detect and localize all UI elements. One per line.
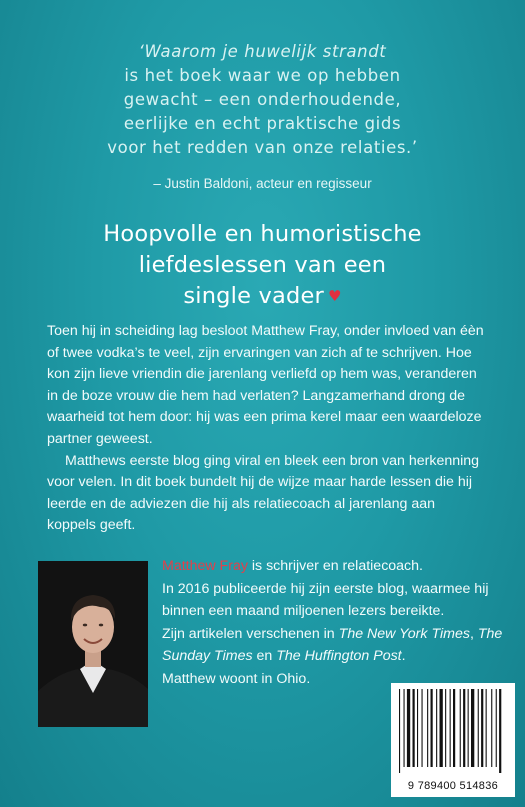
quote-book-title: ‘Waarom je huwelijk strandt — [138, 42, 387, 61]
blurb-paragraph: Matthews eerste blog ging viral en bleek een bron van herkenning voor velen. In dit boek bundelt hij de wijze maar harde lessen die hij leerde en de adviezen die hij als relatiecoach al jarenlang aan koppels geeft. — [47, 452, 480, 534]
barcode-bar — [486, 689, 487, 767]
barcode-bar — [427, 689, 428, 767]
headline — [40, 219, 485, 312]
barcode-bar — [468, 689, 469, 767]
barcode-bar — [471, 689, 474, 767]
barcode-bar — [481, 689, 483, 767]
bio-text: . — [401, 648, 406, 664]
headline-line: Hoopvolle en humoristische — [103, 221, 422, 247]
quote-line: gewacht – een onderhoudende, — [123, 90, 402, 109]
author-bio — [162, 555, 507, 690]
bio-text: , — [469, 625, 478, 642]
heart-icon: ♥ — [328, 287, 342, 305]
barcode-bar — [413, 689, 415, 767]
isbn-barcode — [391, 683, 515, 797]
author-portrait-image — [38, 561, 148, 727]
barcode-bar — [499, 689, 501, 773]
barcode-bar — [453, 689, 455, 767]
barcode-bar — [440, 689, 443, 767]
quote-line: eerlijke en echt praktische gids — [123, 114, 402, 133]
barcode-bar — [399, 689, 400, 773]
publication-name: The Sunday Times — [162, 625, 503, 664]
publication-name: The Huffington Post — [276, 648, 402, 664]
barcode-bar — [463, 689, 465, 767]
barcode-bars — [391, 683, 515, 779]
headline-text: single vader — [183, 283, 324, 309]
bio-line: In 2016 publiceerde hij zijn eerste blog, waarmee hij binnen een maand miljoenen lezers bereikte. — [162, 580, 489, 619]
barcode-bar — [496, 689, 497, 767]
barcode-bar — [478, 689, 479, 767]
quote-attribution: – Justin Baldoni, acteur en regisseur — [153, 176, 372, 191]
bio-line — [162, 623, 507, 668]
isbn-number: 9 789400 514836 — [407, 780, 499, 792]
bio-text: en — [252, 648, 277, 664]
bio-line — [162, 555, 507, 578]
quote-line: voor het redden van onze relaties.’ — [107, 138, 418, 157]
barcode-bar — [445, 689, 446, 767]
headline-line: liefdeslessen van een — [138, 252, 387, 278]
blurb-paragraph: Toen hij in scheiding lag besloot Matthew Fray, onder invloed van éèn of twee vodka’s te veel, zijn ervaringen van zich af te schrijven. Hoe kon zijn lieve vriendin die jarenlang verliefd op hem was, veranderen in de boze vrouw die hem had verlaten? Langzamerhand drong de waarheid tot hem door: hij was een prima kerel maar een waardeloze partner geweest. — [47, 323, 484, 447]
bio-text: Zijn artikelen verschenen in — [162, 625, 339, 642]
barcode-bar — [404, 689, 405, 767]
barcode-bar — [460, 689, 461, 767]
barcode-bar — [407, 689, 410, 767]
blurb — [47, 321, 487, 537]
publication-name: The New York Times — [338, 625, 470, 642]
barcode-bar — [450, 689, 451, 767]
headline-line-last — [40, 281, 485, 312]
author-photo — [38, 561, 148, 727]
barcode-bar — [436, 689, 437, 767]
barcode-bar — [417, 689, 418, 767]
author-name: Matthew Fray — [162, 558, 248, 574]
barcode-bar — [491, 689, 492, 767]
barcode-bar — [431, 689, 433, 767]
bio-line: Matthew woont in Ohio. — [162, 670, 311, 687]
bio-text: is schrijver en relatiecoach. — [247, 558, 423, 574]
endorsement-quote — [60, 40, 465, 160]
quote-line: is het boek waar we op hebben — [124, 66, 401, 85]
barcode-bar — [422, 689, 423, 767]
